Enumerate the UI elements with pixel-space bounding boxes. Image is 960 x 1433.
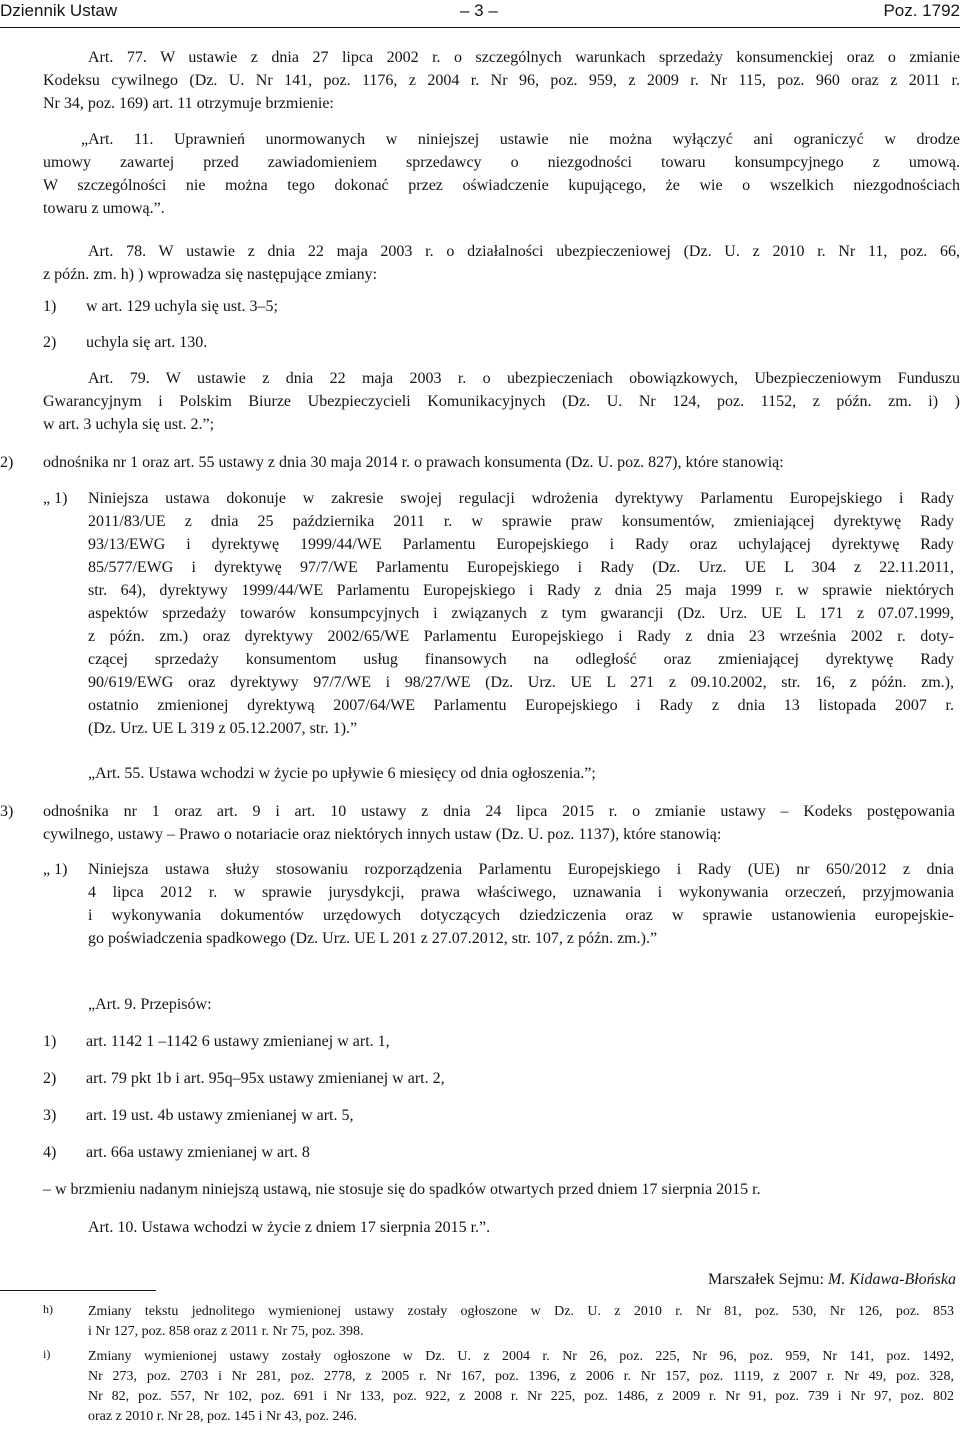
item-text: art. 19 ust. 4b ustawy zmienianej w art. 5, [86,1107,354,1124]
footnote-mark: i) [43,1347,51,1361]
art77-paragraph [0,46,960,115]
text-line: (Dz. Urz. UE L 319 z 05.12.2007, str. 1).” [88,720,358,737]
text-line: w art. 3 uchyla się ust. 2.”; [43,416,215,433]
item-text: art. 66a ustawy zmienianej w art. 8 [86,1144,310,1161]
text-line: Art. 77. W ustawie z dnia 27 lipca 2002 r. o szczególnych warunkach sprzedaży konsumenckiej oraz o zmianie [88,49,960,66]
item2-footnote-text [88,487,954,740]
text-line: W szczególności nie można tego dokonać przez oświadczenie kupującego, że wie o wszelkich niezgodnościach [43,177,960,194]
item-text: odnośnika nr 1 oraz art. 55 ustawy z dnia 30 maja 2014 r. o prawach konsumenta (Dz. U. poz. 827), które stanowią: [43,454,784,471]
art10-text: Art. 10. Ustawa wchodzi w życie z dniem 17 sierpnia 2015 r.”. [88,1219,491,1236]
text-line: czącej sprzedaży konsumentom usług finansowych na odległość oraz zmieniającej dyrektywę Rady [88,651,954,668]
art9-heading: „Art. 9. Przepisów: [88,996,212,1013]
item-number: 1) [43,1033,57,1050]
text-line: oraz z 2010 r. Nr 28, poz. 145 i Nr 43, poz. 246. [88,1409,358,1424]
text-line: Gwarancyjnym i Polskim Biurze Ubezpieczycieli Komunikacyjnych (Dz. U. Nr 124, poz. 1152, z późn. zm. i) ) [43,393,960,410]
text-line: 4 lipca 2012 r. w sprawie jurysdykcji, prawa właściwego, uznawania i wykonywania orzeczeń, przyjmowania [88,884,954,901]
art55-text: „Art. 55. Ustawa wchodzi w życie po upływie 6 miesięcy od dnia ogłoszenia.”; [88,765,596,782]
text-line: Zmiany tekstu jednolitego wymienionej ustawy zostały ogłoszone w Dz. U. z 2010 r. Nr 81, poz. 530, Nr 126, poz. 853 [88,1304,954,1319]
journal-title: Dziennik Ustaw [0,1,118,20]
item-text: w art. 129 uchyla się ust. 3–5; [86,298,278,315]
text-line: 85/577/EWG i dyrektywę 97/7/WE Parlamentu Europejskiego i Rady (Dz. Urz. UE L 304 z 22.11.2011, [88,559,954,576]
text-line: cywilnego, ustawy – Prawo o notariacie oraz niektórych innych ustaw (Dz. U. poz. 1137), które stanowią: [43,826,722,843]
text-line: ostatnio zmienionej dyrektywą 2007/64/WE Parlamentu Europejskiego i Rady z dnia 13 listopada 2007 r. [88,697,954,714]
item-number: 2) [0,454,14,471]
footnote-mark: „ 1) [43,490,68,507]
text-line: odnośnika nr 1 oraz art. 9 i art. 10 ustawy z dnia 24 lipca 2015 r. o zmianie ustawy – Kodeks postępowania [43,803,955,820]
text-line: Nr 273, poz. 2703 i Nr 281, poz. 2778, z 2005 r. Nr 167, poz. 1396, z 2006 r. Nr 157, poz. 1119, z 2007 r. Nr 49, poz. 328, [88,1369,954,1384]
text-line: Niniejsza ustawa dokonuje w zakresie swojej regulacji wdrożenia dyrektywy Parlamentu Europejskiego i Rady [88,490,954,507]
footnote-separator [0,1290,156,1291]
item-text: art. 1142 1 –1142 6 ustawy zmienianej w art. 1, [86,1033,390,1050]
page-number: – 3 – [460,1,498,20]
item-number: 3) [0,803,14,820]
signature-name: M. Kidawa-Błońska [828,1271,956,1288]
item-number: 1) [43,298,57,315]
position-number: Poz. 1792 [883,1,960,20]
footnote-i [88,1347,954,1427]
art11-quote [0,128,960,220]
text-line: go poświadczenia spadkowego (Dz. Urz. UE L 201 z 27.07.2012, str. 107, z późn. zm.).” [88,930,658,947]
text-line: Art. 79. W ustawie z dnia 22 maja 2003 r. o ubezpieczeniach obowiązkowych, Ubezpieczeniowym Funduszu [88,370,960,387]
text-line: i wykonywania dokumentów urzędowych dotyczących dziedziczenia oraz w sprawie ustanowienia europejskie- [88,907,954,924]
text-line: z późn. zm.) oraz dyrektywy 2002/65/WE Parlamentu Europejskiego i Rady z dnia 23 września 2002 r. doty- [88,628,954,645]
text-line: i Nr 127, poz. 858 oraz z 2011 r. Nr 75, poz. 398. [88,1324,364,1339]
text-line: Kodeksu cywilnego (Dz. U. Nr 141, poz. 1176, z 2004 r. Nr 96, poz. 959, z 2009 r. Nr 115, poz. 960 oraz z 2011 r. [43,72,960,89]
text-line: 2011/83/UE z dnia 25 października 2011 r. w sprawie praw konsumentów, zmieniającej dyrektywę Rady [88,513,954,530]
text-line: 93/13/EWG i dyrektywę 1999/44/WE Parlamentu Europejskiego i Rady oraz uchylającej dyrektywę Rady [88,536,954,553]
text-line: towaru z umową.”. [43,200,165,217]
item-text: uchyla się art. 130. [86,334,208,351]
signature-role: Marszałek Sejmu: [708,1271,824,1288]
art9-tail: – w brzmieniu nadanym niniejszą ustawą, nie stosuje się do spadków otwartych przed dniem 17 sierpnia 2015 r. [43,1181,761,1198]
item-number: 2) [43,1070,57,1087]
text-line: 90/619/EWG oraz dyrektywy 97/7/WE i 98/27/WE (Dz. Urz. UE L 271 z 09.10.2002, str. 16, z późn. zm.), [88,674,954,691]
page-header [0,0,960,26]
text-line: str. 64), dyrektywy 1999/44/WE Parlamentu Europejskiego i Rady z dnia 25 maja 1999 r. w sprawie niektórych [88,582,954,599]
text-line: Art. 78. W ustawie z dnia 22 maja 2003 r. o działalności ubezpieczeniowej (Dz. U. z 2010 r. Nr 11, poz. 66, [88,243,960,260]
item-number: 3) [43,1107,57,1124]
signature [708,1268,956,1291]
footnote-mark: h) [43,1302,53,1316]
item-number: 4) [43,1144,57,1161]
text-line: Zmiany wymienionej ustawy zostały ogłoszone w Dz. U. z 2004 r. Nr 26, poz. 225, Nr 96, poz. 959, Nr 141, poz. 1492, [88,1349,954,1364]
text-line: aspektów sprzedaży towarów konsumpcyjnych i związanych z tym gwarancji (Dz. Urz. UE L 171 z 07.07.1999, [88,605,954,622]
item3-heading-cont [43,823,955,846]
art79-paragraph [0,367,960,436]
footnote-mark: „ 1) [43,861,68,878]
item-number: 2) [43,334,57,351]
art78-paragraph [0,240,960,286]
text-line: Niniejsza ustawa służy stosowaniu rozporządzenia Parlamentu Europejskiego i Rady (UE) nr 650/2012 z dnia [88,861,954,878]
footnote-h [88,1302,954,1342]
header-rule [0,27,960,28]
text-line: umowy zawartej przed zawiadomieniem sprzedawcy o niezgodności towaru konsumpcyjnego z umową. [43,154,960,171]
item3-footnote-text [88,858,954,950]
text-line: z późn. zm. h) ) wprowadza się następujące zmiany: [43,266,378,283]
text-line: Nr 34, poz. 169) art. 11 otrzymuje brzmienie: [43,95,334,112]
text-line: Nr 82, poz. 557, Nr 102, poz. 691 i Nr 133, poz. 922, z 2008 r. Nr 225, poz. 1486, z 2009 r. Nr 91, poz. 739 i Nr 97, poz. 802 [88,1389,954,1404]
item-text: art. 79 pkt 1b i art. 95q–95x ustawy zmienianej w art. 2, [86,1070,445,1087]
text-line: „Art. 11. Uprawnień unormowanych w niniejszej ustawie nie można wyłączyć ani ograniczyć w drodze [81,131,960,148]
